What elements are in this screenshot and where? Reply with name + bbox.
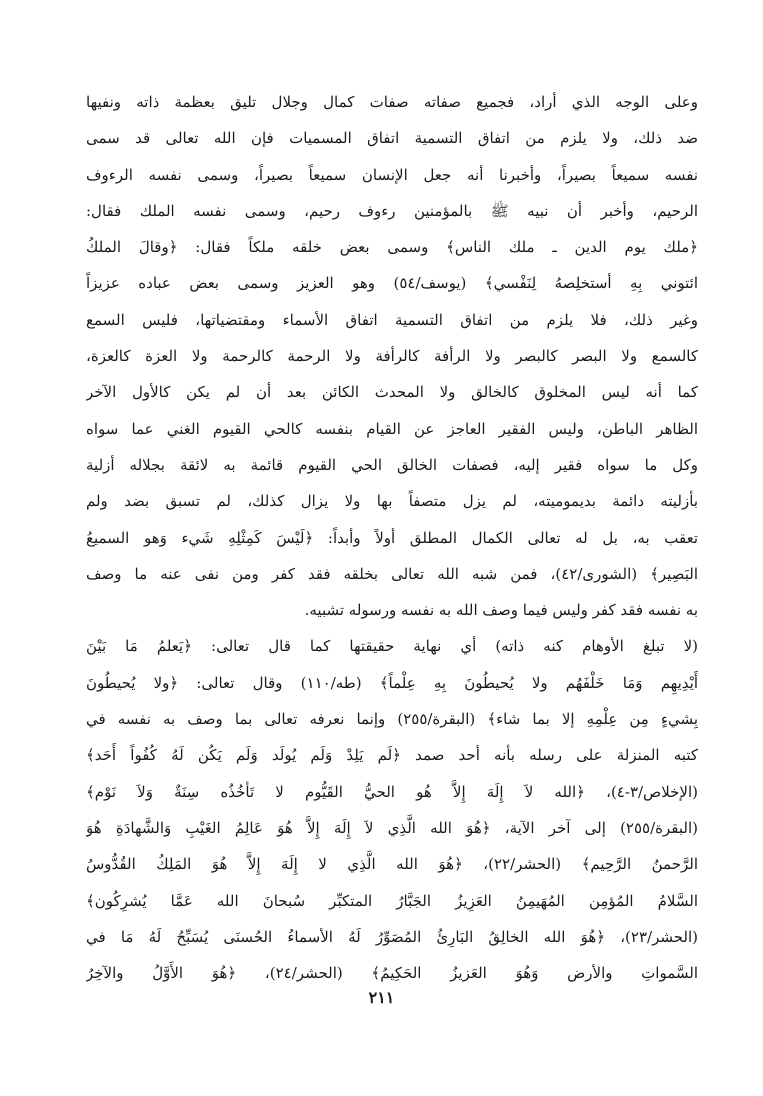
text-line: السَّمواتِ والأرض وَهُوَ العَزيزُ الحَكِيمُ﴾ (الحشر/٢٤)، ﴿هُوَ الأَوَّلُ والآخِرُ [86,964,698,983]
text-line: بِشيءٍ مِن عِلْمِهِ إلا بما شاء﴾ (البقرة/٢٥٥) وإنما نعرفه تعالى بما وصف به نفسه في [86,710,698,729]
text-line: تعقب به، بل له تعالى الكمال المطلق أولاً وأبداً: ﴿لَيْسَ كَمِثْلِهِ شَيء وَهو السميعُ [86,528,698,547]
text-line: (لا تبلغ الأوهام كنه ذاته) أي نهاية حقيقتها كما قال تعالى: ﴿يَعلمُ مَا بَيْنَ [86,637,698,656]
text-line: وعلى الوجه الذي أراد، فجميع صفاته صفات كمال وجلال تليق بعظمة ذاته ونفيها [86,93,698,111]
text-line: ﴿ملك يوم الدين ـ ملك الناس﴾ وسمى بعض خلقه ملكاً فقال: ﴿وقالَ الملكُ [86,238,698,257]
text-line: (الإخلاص/٣-٤)، ﴿الله لاَ إِلَهَ إِلاَّ هُو الحيُّ القَيُّوم لا تَأخُذُه سِنَةٌ وَلاَ نَوْم﴾ [86,782,698,801]
page-number: ٢١١ [368,988,395,1007]
text-line: السَّلامُ المُؤمِن المُهَيمِنُ العَزِيزُ الجَبَّارُ المتكبِّر سُبحانَ الله عَمَّا يُشرِكُون﴾ [86,891,698,910]
body-text [86,84,698,991]
text-line: كتبه المنزلة على رسله بأنه أحد صمد ﴿لَم يَلِدْ وَلَم يُولَد وَلَم يَكُن لَهُ كُفُواً أَحَد﴾ [86,746,698,765]
text-line: نفسه سميعاً بصيراً، وأخبرنا أنه جعل الإنسان سميعاً بصيراً، وسمى نفسه الرءوف [86,165,698,184]
text-line: البَصِير﴾ (الشورى/٤٢)، فمن شبه الله تعالى بخلقه فقد كفر ومن نفى عنه ما وصف [86,564,698,583]
text-line: ضد ذلك، ولا يلزم من اتفاق التسمية اتفاق المسميات فإن الله تعالى قد سمى [86,129,698,148]
text-line: (البقرة/٢٥٥) إلى آخر الآية، ﴿هُوَ الله الَّذِي لاَ إِلَهَ إِلاَّ هُوَ عَالِمُ الغَيْبِ وَالشَّهادَةِ هُوَ [86,818,698,837]
text-line: كالسمع ولا البصر كالبصر ولا الرأفة كالرأفة ولا الرحمة كالرحمة ولا العزة كالعزة، [86,347,698,366]
text-line: ائتوني بِهِ أستخلِصهُ لِنَفْسي﴾ (يوسف/٥٤) وهو العزيز وسمى بعض عباده عزيزاً [86,274,698,293]
text-line: الرَّحمنُ الرَّحِيم﴾ (الحشر/٢٢)، ﴿هُوَ الله الَّذِي لا إِلَهَ إِلاَّ هُوَ المَلِكُ القُدُّوسُ [86,855,698,874]
text-line: وكل ما سواه فقير إليه، فصفات الخالق الحي القيوم قائمة به لائقة بجلاله أزلية [86,455,698,474]
text-line: وغير ذلك، فلا يلزم من اتفاق التسمية اتفاق الأسماء ومقتضياتها، فليس السمع [86,310,698,329]
text-line: به نفسه فقد كفر وليس فيما وصف الله به نفسه ورسوله تشبيه. [304,601,698,620]
text-line: الظاهر الباطن، وليس الفقير العاجز عن القيام بنفسه كالحي القيوم الغني عما سواه [86,419,698,438]
text-line: أَيْدِيهِم وَمَا خَلْفَهُم ولا يُحيطُونَ بِهِ عِلْماً﴾ (طه/١١٠) وقال تعالى: ﴿ولا يُحيطُونَ [86,673,698,692]
text-line: (الحشر/٢٣)، ﴿هُوَ الله الخالِقُ البَارِئُ المُصَوِّرُ لَهُ الأسماءُ الحُسنَى يُسَبِّحُ لَهُ مَا في [86,927,698,946]
text-line: بأزليته دائمة بديموميته، لم يزل متصفاً بها ولا يزال كذلك، لم تسبق بضد ولم [86,492,698,511]
text-line: الرحيم، وأخبر أن نبيه ﷺ بالمؤمنين رءوف رحيم، وسمى نفسه الملك فقال: [86,201,698,220]
text-line: كما أنه ليس المخلوق كالخالق ولا المحدث الكائن بعد أن لم يكن كالأول الآخر [86,383,698,402]
